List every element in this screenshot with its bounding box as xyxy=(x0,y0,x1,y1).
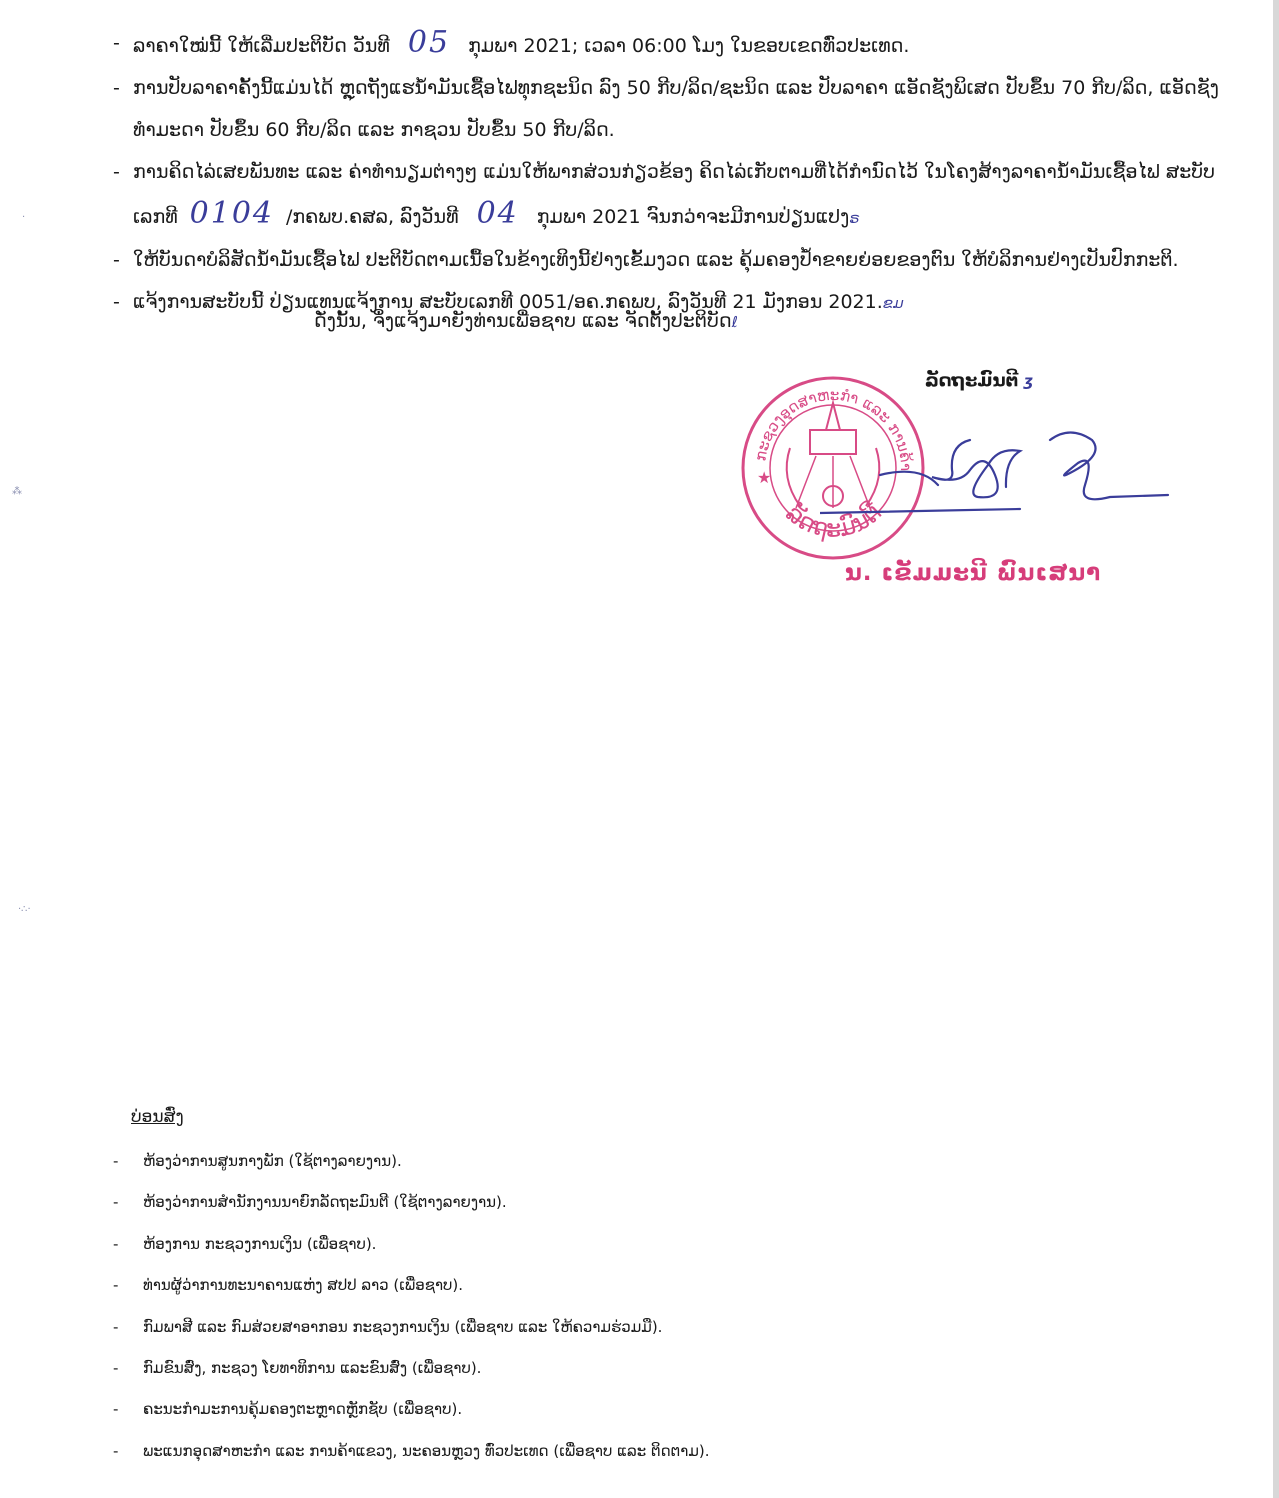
list-item-text: ພະແນກອຸດສາຫະກຳ ແລະ ການຄ້າແຂວງ, ນະຄອນຫຼວງ ທົ່ວປະເທດ (ເພື່ອຊາບ ແລະ ຕິດຕາມ). xyxy=(143,1441,710,1460)
bullet-dash: - xyxy=(113,1193,119,1212)
bullet-dash: - xyxy=(113,1400,119,1419)
stamp-text-top: ກະຊວງອຸດສາຫະກຳ ແລະ ການຄ້າ xyxy=(751,385,916,472)
handwritten-value: 05 xyxy=(407,25,451,60)
list-item xyxy=(113,1312,709,1353)
closing-line xyxy=(314,310,738,332)
bullet-dash: - xyxy=(113,1441,119,1460)
list-item xyxy=(113,1353,709,1394)
list-item-text: ຄະນະກຳມະການຄຸ້ມຄອງຕະຫຼາດຫຼັກຊັບ (ເພື່ອຊາບ). xyxy=(143,1400,463,1419)
scan-speck: ·∴· xyxy=(18,904,31,915)
notice-paragraph xyxy=(113,67,1223,151)
list-item xyxy=(113,1229,709,1270)
paragraph-text: /ກຄພບ.ຄສລ, ລົງວັນທີ xyxy=(286,206,465,228)
stamp-star-icon: ★ xyxy=(757,468,772,487)
list-item-text: ຫ້ອງວ່າການສູນກາງພັກ (ໃຊ້ຕາງລາຍງານ). xyxy=(143,1152,402,1170)
list-item xyxy=(113,1187,709,1228)
list-item-text: ກົມຂົນສົ່ງ, ກະຊວງ ໂຍທາທິການ ແລະຂົນສົ່ງ (ເພື່ອຊາບ). xyxy=(143,1358,482,1377)
paragraph-text: ການຄິດໄລ່ເສຍພັນທະ ແລະ ຄ່າທຳນຽມຕ່າງໆ ແມ່ນໃຫ້ພາກສ່ວນກ່ຽວຂ້ອງ ຄິດໄລ່ເກັບຕາມທີ່ໄດ້ກຳນົດໄວ້ ໃນໂຄງສ້າງລາຄານ້ຳມັນເຊື້ອໄຟ ສະບັບເລກທີ xyxy=(133,161,1216,228)
scan-edge xyxy=(1273,0,1279,1498)
paragraph-text: ການປັບລາຄາຄັ້ງນີ້ແມ່ນໄດ້ ຫຼຸດຖັງແຮນ້ຳມັນເຊື້ອໄຟທຸກຊະນິດ ລົງ 50 ກີບ/ລິດ/ຊະນິດ ແລະ ປັບລາຄາ ແອັດຊັງພິເສດ ປັບຂຶ້ນ 70 ກີບ/ລິດ, ແອັດຊັງທຳມະດາ ປັບຂຶ້ນ 60 ກີບ/ລິດ ແລະ ກາຊວນ ປັບຂຶ້ນ 50 ກີບ/ລິດ. xyxy=(133,77,1219,141)
stamp-text-bottom: ລັດຖະມົນຕີ xyxy=(780,497,888,543)
bullet-dash: - xyxy=(113,1358,119,1377)
notice-paragraph xyxy=(113,151,1223,239)
list-item-text: ກົມພາສີ ແລະ ກົມສ່ວຍສາອາກອນ ກະຊວງການເງິນ (ເພື່ອຊາບ ແລະ ໃຫ້ຄວາມຮ່ວມມື). xyxy=(143,1317,663,1336)
bullet-dash: - xyxy=(113,1234,119,1253)
paragraph-text: ລາຄາໃໝ່ນີ້ ໃຫ້ເລີ່ມປະຕິບັດ ວັນທີ xyxy=(133,35,396,57)
bullet-dash: - xyxy=(113,249,120,271)
title-initial-mark: ʒ xyxy=(1018,372,1034,390)
handwritten-initial: ຣ xyxy=(849,209,860,227)
list-item xyxy=(113,1436,709,1477)
list-item xyxy=(113,1394,709,1435)
signer-name: ນ. ເຂັມມະນີ ພົນເສນາ xyxy=(845,560,1102,586)
list-item-text: ທ່ານຜູ້ວ່າການທະນາຄານແຫ່ງ ສປປ ລາວ (ເພື່ອຊາບ). xyxy=(143,1276,464,1295)
notice-paragraphs xyxy=(113,22,1223,324)
notice-paragraph xyxy=(113,239,1223,281)
bullet-dash: - xyxy=(113,1317,119,1336)
list-item xyxy=(113,1146,709,1187)
paragraph-text: ກຸມພາ 2021 ຈົນກວ່າຈະມີການປ່ຽນແປງ xyxy=(530,206,850,228)
bullet-dash: - xyxy=(113,161,120,183)
handwritten-initial: ຂມ xyxy=(882,294,904,312)
signatory-title-text: ລັດຖະມົນຕີ xyxy=(925,370,1019,391)
closing-text: ດັ່ງນັ້ນ, ຈຶ່ງແຈ້ງມາຍັງທ່ານເພື່ອຊາບ ແລະ ຈັດຕັ້ງປະຕິບັດ xyxy=(314,310,732,332)
notice-paragraph xyxy=(113,22,1223,67)
handwritten-value: 0104 xyxy=(189,196,275,231)
handwritten-value: 04 xyxy=(476,196,519,231)
list-item xyxy=(113,1270,709,1311)
bullet-dash: - xyxy=(113,1152,119,1170)
closing-tick-mark: ℓ xyxy=(731,313,738,331)
list-item-text: ຫ້ອງການ ກະຊວງການເງິນ (ເພື່ອຊາບ). xyxy=(143,1234,377,1253)
scan-speck: · xyxy=(22,212,26,223)
paragraph-text: ກຸມພາ 2021; ເວລາ 06:00 ໂມງ ໃນຂອບເຂດທົ່ວປະເທດ. xyxy=(462,35,910,57)
bullet-dash: - xyxy=(113,291,120,313)
distribution-list xyxy=(113,1146,709,1477)
scan-speck: ⁂ xyxy=(12,486,22,497)
list-item-text: ຫ້ອງວ່າການສຳນັກງານນາຍົກລັດຖະມົນຕີ (ໃຊ້ຕາງລາຍງານ). xyxy=(143,1193,507,1212)
bullet-dash: - xyxy=(113,32,120,54)
paragraph-text: ໃຫ້ບັນດາບໍລິສັດນ້ຳມັນເຊື້ອໄຟ ປະຕິບັດຕາມເນື້ອໃນຂ້າງເທິງນີ້ຢ່າງເຂັ້ມງວດ ແລະ ຄຸ້ມຄອງປ້ຳຂາຍຍ່ອຍຂອງຕົນ ໃຫ້ບໍລິການຢ່າງເປັນປົກກະຕິ. xyxy=(133,249,1179,271)
signatory-title xyxy=(925,370,1033,391)
handwritten-signature xyxy=(820,425,1180,535)
paragraph-text: ແຈ້ງການສະບັບນີ້ ປ່ຽນແທນແຈ້ງການ ສະບັບເລກທີ 0051/ອຄ.ກຄພບ, ລົງວັນທີ 21 ມັງກອນ 2021. xyxy=(133,291,883,313)
distribution-list-title: ບ່ອນສົ່ງ xyxy=(131,1107,184,1127)
bullet-dash: - xyxy=(113,77,120,99)
bullet-dash: - xyxy=(113,1276,119,1295)
